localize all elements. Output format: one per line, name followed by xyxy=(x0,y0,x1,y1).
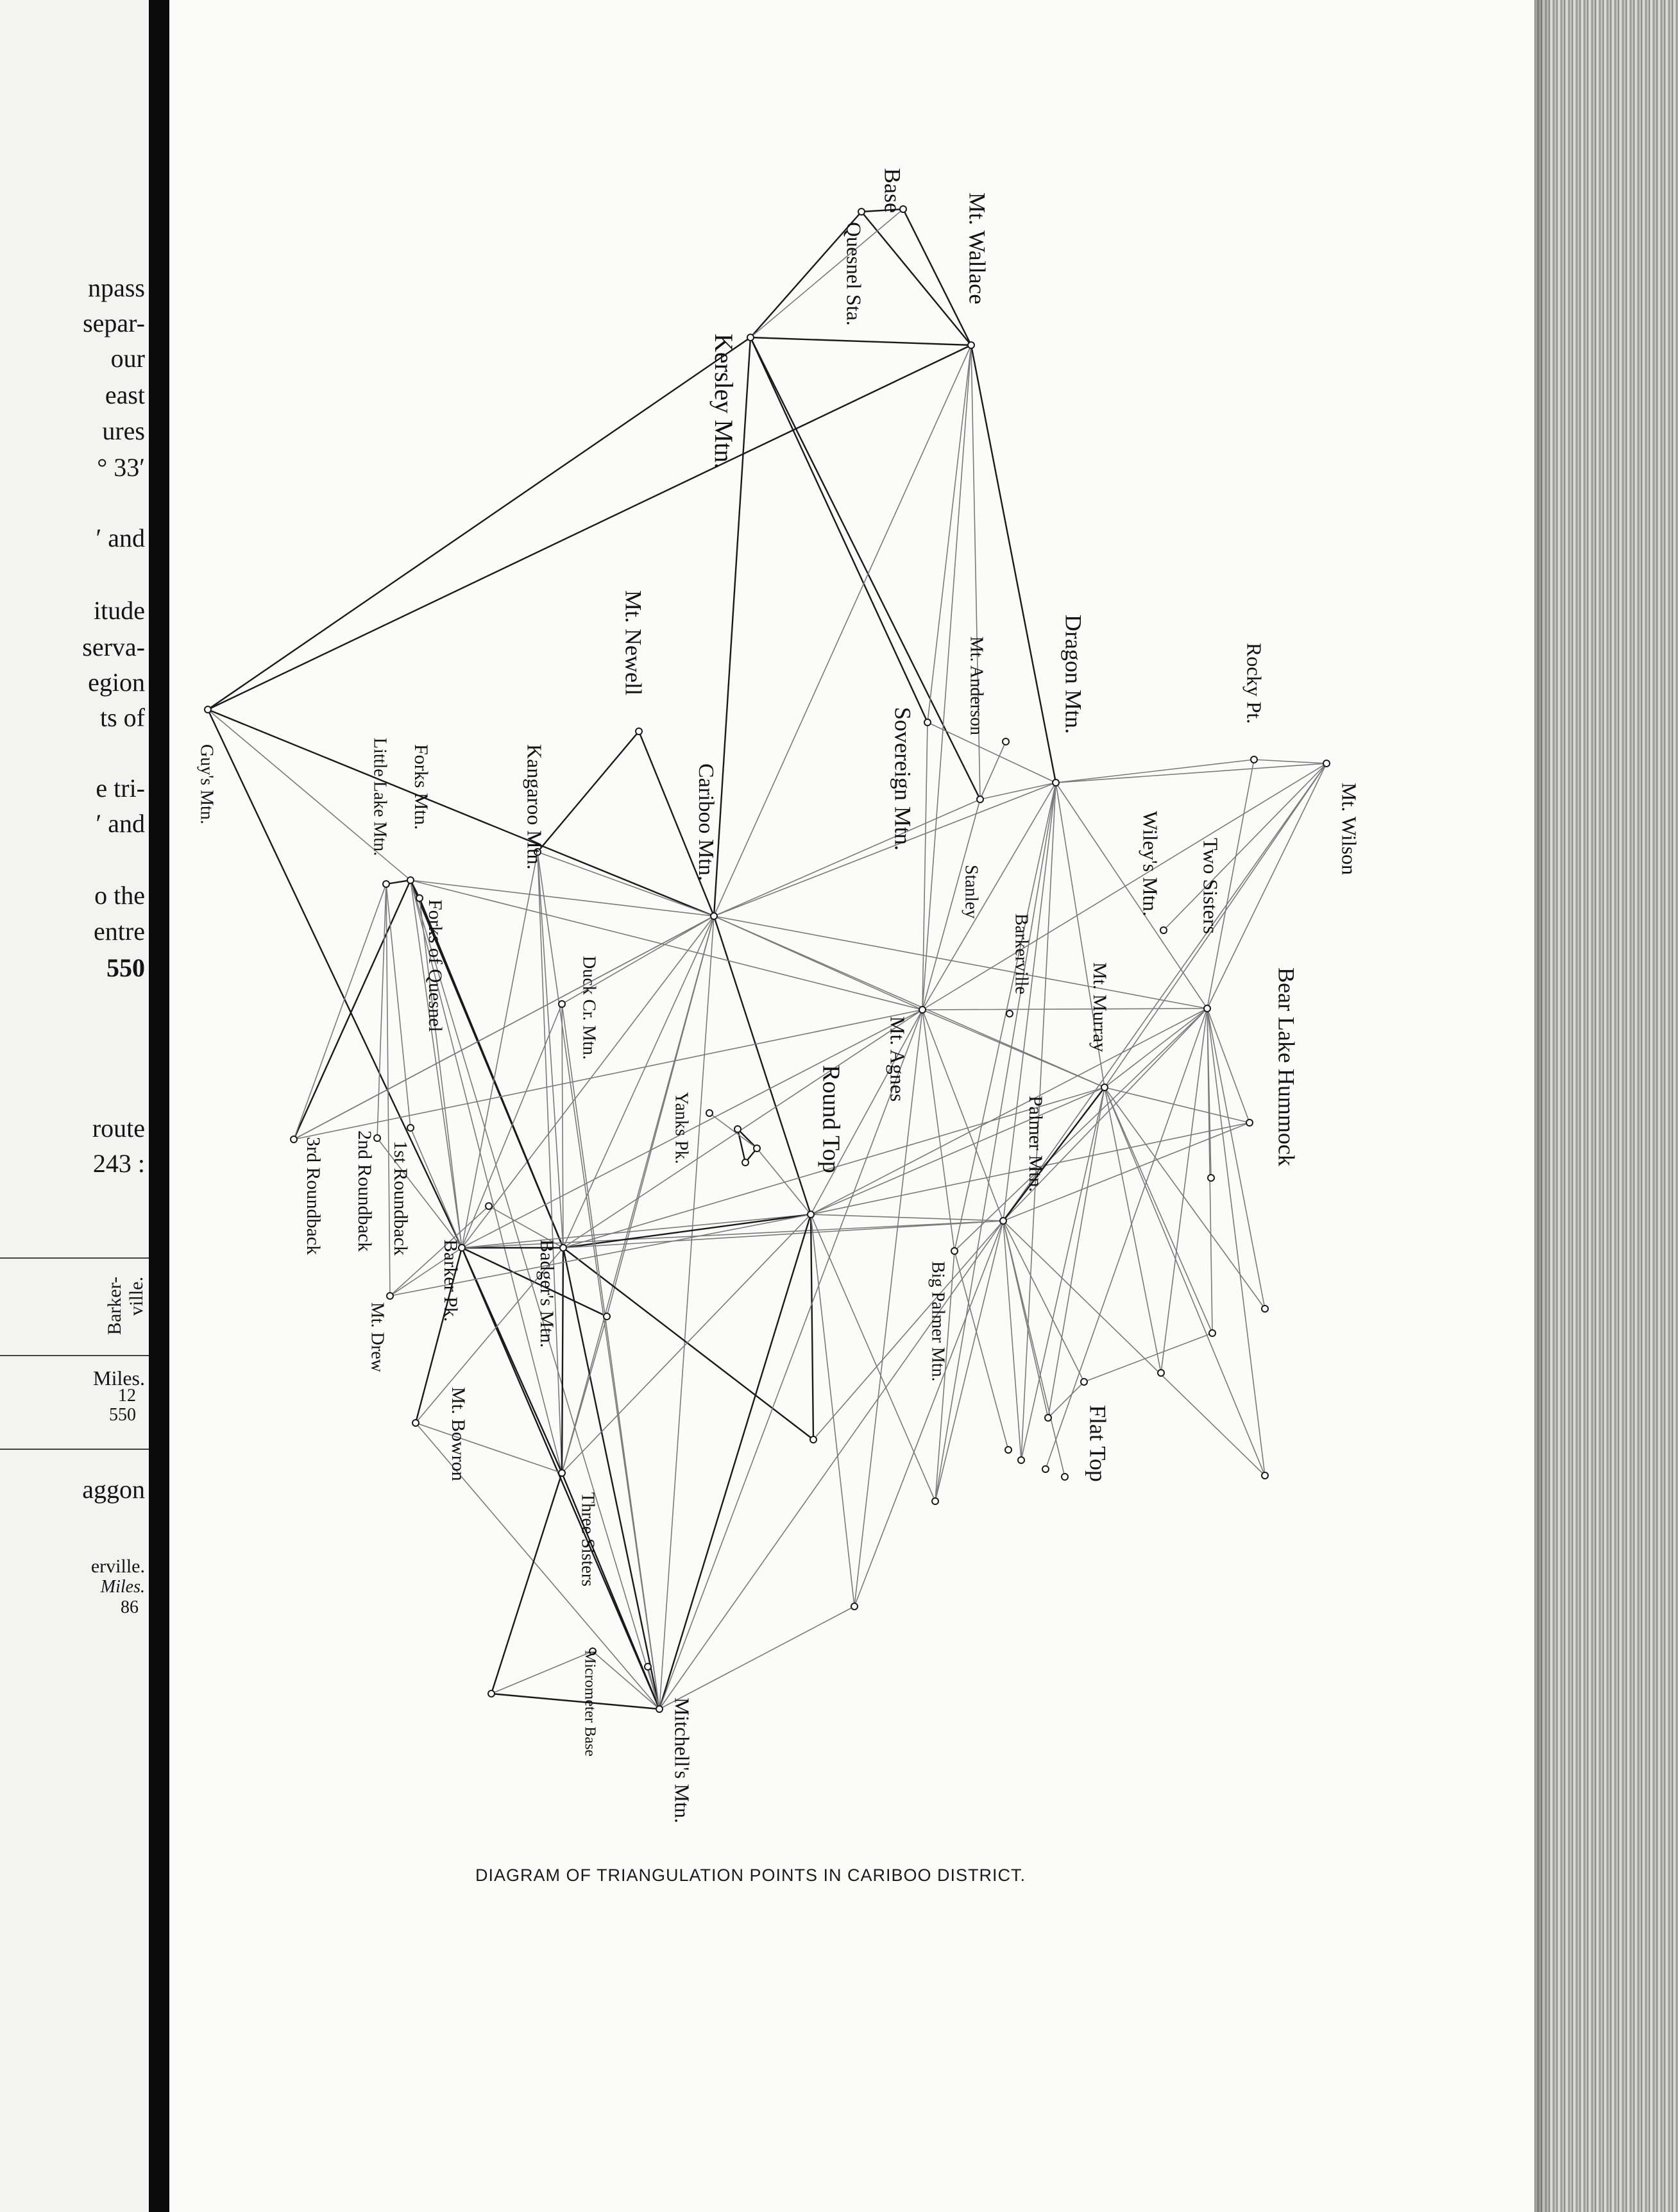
station-point xyxy=(291,1136,297,1143)
station-label: Mt. Murray xyxy=(1089,962,1111,1052)
station-point xyxy=(1262,1472,1268,1479)
station-label: Mt. Wilson xyxy=(1337,783,1361,875)
station-point xyxy=(636,728,642,735)
survey-line xyxy=(928,345,971,722)
survey-line xyxy=(709,1113,757,1148)
station-point xyxy=(1042,1466,1049,1472)
station-point xyxy=(734,1126,741,1132)
survey-line xyxy=(714,799,980,916)
station-label: Barker Pk. xyxy=(440,1239,462,1322)
facing-page-text: 550 xyxy=(106,953,145,982)
survey-line xyxy=(659,916,714,1709)
survey-line xyxy=(1207,1008,1265,1309)
facing-page-text: entre xyxy=(94,917,145,946)
station-label: Kersley Mtn. xyxy=(709,334,738,470)
station-point xyxy=(1018,1457,1024,1463)
survey-line xyxy=(462,852,538,1248)
station-label: Mt. Bowron xyxy=(448,1387,470,1481)
station-label: Mt. Newell xyxy=(620,590,647,695)
station-label: Yanks Pk. xyxy=(671,1092,691,1164)
station-point xyxy=(1208,1175,1214,1181)
survey-line xyxy=(1048,1087,1105,1418)
station-label: Round Top xyxy=(817,1065,845,1173)
station-point xyxy=(645,1663,651,1670)
station-point xyxy=(1160,927,1167,933)
station-point xyxy=(1081,1379,1087,1385)
station-point xyxy=(851,1603,858,1610)
survey-line xyxy=(813,1221,1003,1440)
facing-page-text: ville. xyxy=(126,1277,147,1316)
facing-page-text: ° 33′ xyxy=(97,453,145,482)
station-label: Palmer Mtn. xyxy=(1025,1096,1047,1192)
survey-line xyxy=(1105,1087,1212,1333)
survey-line xyxy=(811,1008,1207,1214)
survey-line xyxy=(903,209,971,345)
station-label: Sovereign Mtn. xyxy=(890,707,916,851)
station-point xyxy=(1062,1474,1068,1480)
station-point xyxy=(1262,1306,1268,1312)
facing-page-text: ′ and xyxy=(96,523,145,552)
survey-line xyxy=(714,916,1207,1008)
station-point xyxy=(387,1293,393,1299)
station-point xyxy=(559,1001,565,1007)
survey-line xyxy=(811,1214,854,1606)
station-point xyxy=(488,1690,495,1697)
facing-page-text: egion xyxy=(88,668,145,697)
survey-line xyxy=(538,852,562,1473)
survey-line xyxy=(757,1148,811,1214)
survey-line xyxy=(411,880,922,1010)
facing-page-text: ′ and xyxy=(96,809,145,838)
station-point xyxy=(656,1706,663,1712)
facing-page-text: serva- xyxy=(82,633,145,661)
survey-lines xyxy=(208,209,1326,1709)
facing-page-text: ures xyxy=(102,416,145,445)
facing-page-text: e tri- xyxy=(96,774,145,803)
survey-line xyxy=(922,1010,954,1251)
survey-line xyxy=(1254,760,1326,763)
station-label: 2nd Roundback xyxy=(354,1130,376,1252)
station-point xyxy=(1053,779,1059,786)
survey-line xyxy=(922,722,928,1010)
station-label: Little Lake Mtn. xyxy=(369,738,390,856)
survey-line xyxy=(563,1248,813,1440)
station-label: Mt. Wallace xyxy=(964,192,990,305)
station-label: Three Sisters xyxy=(577,1492,598,1587)
survey-line xyxy=(811,1214,813,1440)
survey-line xyxy=(954,1008,1207,1251)
survey-line xyxy=(750,337,971,345)
station-label: Big Palmer Mtn. xyxy=(928,1261,948,1382)
survey-line xyxy=(562,1473,659,1709)
station-point xyxy=(416,895,423,901)
station-point xyxy=(559,1470,565,1476)
facing-page-text: 86 xyxy=(121,1597,139,1617)
station-label: Cariboo Mtn. xyxy=(694,763,718,881)
survey-line xyxy=(811,1087,1105,1214)
station-point xyxy=(1006,1010,1013,1017)
station-point xyxy=(486,1203,492,1209)
station-label: Forks of Quesnel xyxy=(425,899,446,1032)
station-label: Duck Cr. Mtn. xyxy=(579,956,599,1060)
facing-page-text: ts of xyxy=(100,703,145,732)
station-label: Forks Mtn. xyxy=(411,744,432,830)
survey-line xyxy=(562,1004,563,1248)
station-point xyxy=(924,719,931,726)
survey-line xyxy=(563,1214,811,1248)
station-point xyxy=(808,1211,814,1218)
survey-line xyxy=(954,1251,1008,1450)
survey-line xyxy=(861,212,971,345)
survey-line xyxy=(1056,783,1207,1008)
survey-line xyxy=(462,1010,922,1248)
station-point xyxy=(1251,756,1257,763)
station-point xyxy=(412,1420,419,1426)
station-label: Guy's Mtn. xyxy=(196,744,217,824)
survey-line xyxy=(811,1214,1003,1221)
survey-line xyxy=(659,1214,811,1709)
facing-page-text: aggon xyxy=(82,1475,145,1504)
survey-line xyxy=(562,1004,659,1709)
facing-page-text: Miles. xyxy=(93,1366,145,1390)
station-point xyxy=(968,342,974,348)
survey-line xyxy=(491,1473,562,1694)
survey-line xyxy=(538,852,714,916)
station-label: Bear Lake Hummock xyxy=(1273,967,1300,1166)
station-label: Badger's Mtn. xyxy=(536,1239,558,1348)
station-label: Two Sisters xyxy=(1199,838,1223,934)
survey-line xyxy=(750,337,928,722)
station-label: Mt. Anderson xyxy=(966,636,987,735)
diagram-caption: DIAGRAM OF TRIANGULATION POINTS IN CARIBOO DISTRICT. xyxy=(475,1866,1026,1885)
survey-line xyxy=(980,742,1006,799)
facing-page-text: route xyxy=(92,1114,145,1143)
facing-page-text: 243 : xyxy=(92,1149,145,1178)
facing-page-text: Miles. xyxy=(100,1577,145,1597)
survey-line xyxy=(208,345,971,710)
station-label: Wiley's Mtn. xyxy=(1139,811,1162,917)
station-point xyxy=(205,706,211,713)
survey-line xyxy=(1003,1221,1265,1476)
station-label: Dragon Mtn. xyxy=(1060,615,1087,734)
survey-line xyxy=(208,337,750,710)
station-point xyxy=(1000,1218,1006,1224)
station-point xyxy=(1323,760,1330,767)
facing-page-text: o the xyxy=(94,881,145,910)
station-label: Kangaroo Mtn. xyxy=(523,744,547,870)
station-point xyxy=(407,877,414,883)
station-labels xyxy=(197,168,1361,1823)
survey-line xyxy=(922,783,1056,1010)
facing-page-text: itude xyxy=(94,596,145,625)
survey-line xyxy=(980,783,1056,799)
station-point xyxy=(1209,1330,1216,1336)
station-point xyxy=(604,1313,610,1320)
station-label: Mt. Agnes xyxy=(886,1016,910,1102)
survey-line xyxy=(563,1248,659,1709)
survey-line xyxy=(462,1214,811,1248)
station-label: Mitchell's Mtn. xyxy=(670,1697,694,1823)
station-label: Base xyxy=(879,168,906,213)
station-point xyxy=(1005,1447,1012,1453)
facing-page-text: separ- xyxy=(83,309,145,337)
survey-line xyxy=(1105,1008,1207,1087)
station-point xyxy=(932,1498,938,1504)
survey-line xyxy=(377,884,386,1138)
survey-line xyxy=(1056,763,1326,783)
station-points xyxy=(205,206,1330,1712)
survey-line xyxy=(922,1008,1207,1010)
station-point xyxy=(747,334,754,341)
survey-line xyxy=(491,1694,659,1709)
station-point xyxy=(1045,1415,1051,1421)
survey-line xyxy=(1084,1333,1212,1382)
facing-page-text: npass xyxy=(88,273,145,302)
station-label: 1st Roundback xyxy=(390,1141,412,1256)
station-point xyxy=(951,1248,958,1254)
facing-page-text: Barker- xyxy=(104,1277,125,1336)
facing-page-text: erville. xyxy=(90,1556,145,1577)
station-point xyxy=(407,1125,414,1131)
survey-line xyxy=(562,1248,563,1473)
survey-line xyxy=(1207,1008,1250,1123)
survey-line xyxy=(538,731,639,852)
facing-page-text: 550 xyxy=(109,1405,136,1425)
survey-line xyxy=(1046,1008,1207,1469)
station-point xyxy=(1101,1084,1108,1091)
station-label: Barkerville xyxy=(1011,914,1031,994)
station-point xyxy=(560,1245,566,1251)
survey-line xyxy=(922,1010,1105,1087)
station-point xyxy=(754,1145,760,1152)
station-point xyxy=(1204,1005,1210,1012)
station-point xyxy=(1246,1119,1253,1126)
survey-line xyxy=(922,1010,1003,1221)
station-label: 3rd Roundback xyxy=(303,1137,325,1255)
survey-line xyxy=(208,710,714,916)
station-point xyxy=(1003,738,1009,745)
station-point xyxy=(858,208,865,215)
station-label: Quesnel Sta. xyxy=(842,222,866,326)
station-label: Stanley xyxy=(961,865,981,919)
station-point xyxy=(706,1110,713,1116)
station-point xyxy=(810,1436,817,1443)
facing-page-text: our xyxy=(110,344,145,373)
station-point xyxy=(383,881,389,887)
station-label: Flat Top xyxy=(1085,1405,1111,1482)
station-point xyxy=(919,1007,926,1013)
station-point xyxy=(711,913,717,919)
station-label: Mt. Drew xyxy=(367,1302,387,1372)
survey-line xyxy=(1164,763,1326,930)
survey-line xyxy=(659,1606,854,1709)
survey-line xyxy=(750,209,903,337)
station-label: Micrometer Base xyxy=(581,1650,598,1757)
survey-line xyxy=(1105,1087,1161,1373)
station-point xyxy=(742,1159,749,1166)
survey-line xyxy=(386,884,411,1128)
station-point xyxy=(1158,1370,1164,1376)
facing-page-text: 12 xyxy=(118,1386,136,1406)
station-point xyxy=(977,796,983,803)
survey-line xyxy=(491,1651,593,1694)
survey-line xyxy=(738,1129,745,1162)
facing-page-text: east xyxy=(105,380,145,409)
station-label: Rocky Pt. xyxy=(1242,643,1266,724)
